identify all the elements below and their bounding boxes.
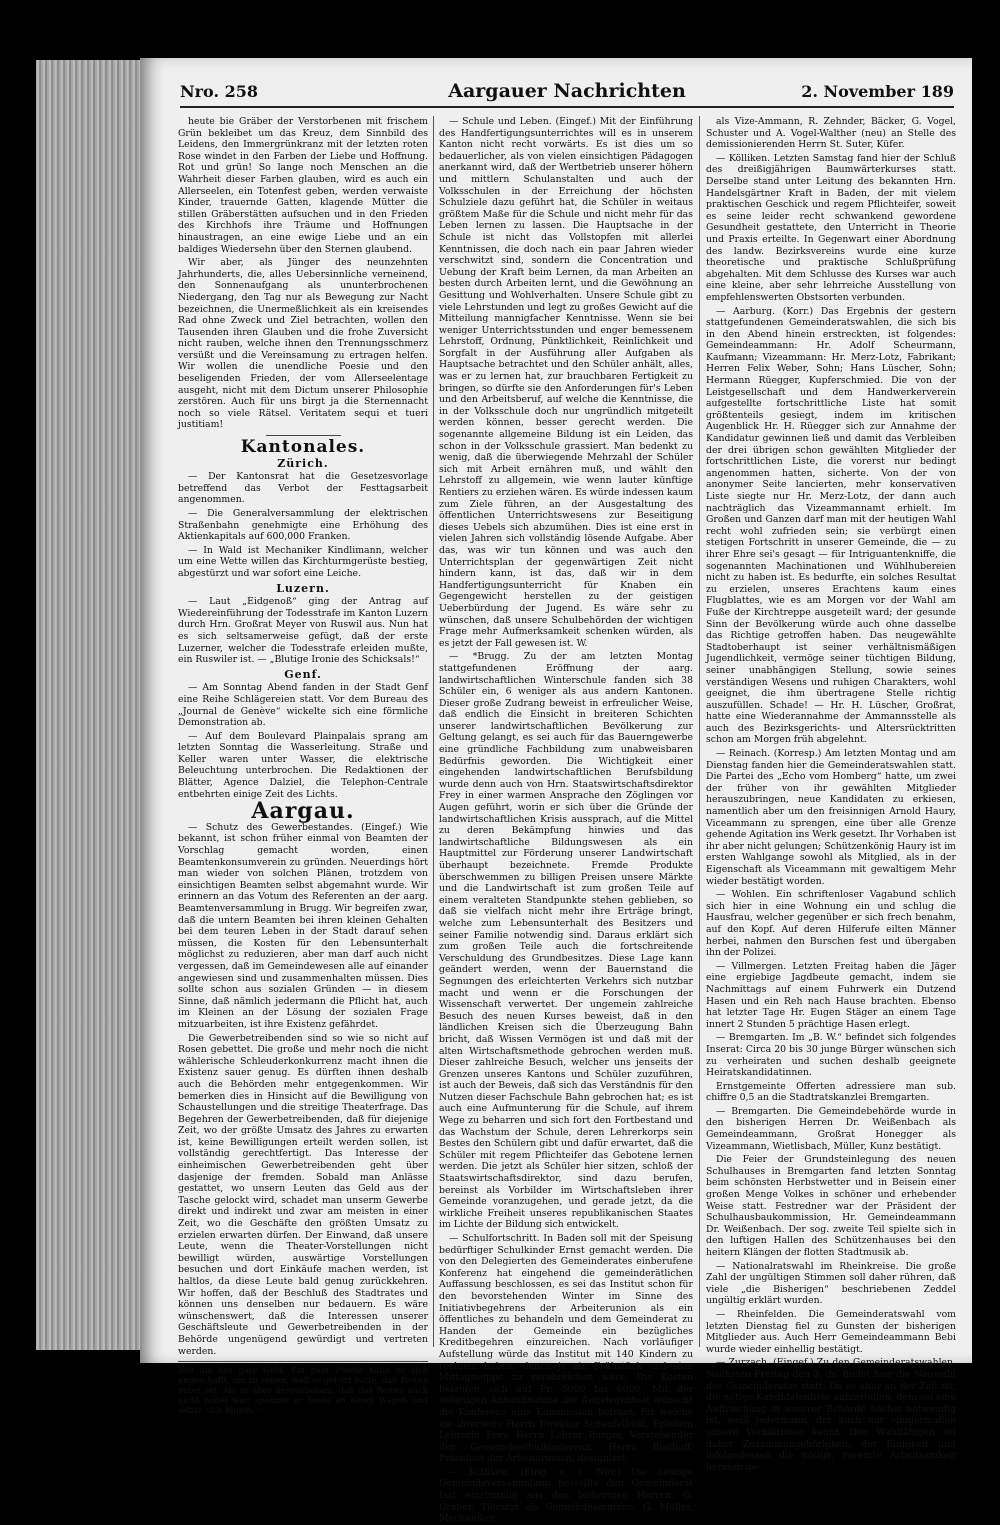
news-item: — Am Sonntag Abend fanden in der Stadt Genf eine Reihe Schlägereien statt. Vor dem Bureau des „Journal de Genève“ wickelte sich eine förmliche Demonstration ab. (178, 682, 428, 729)
news-item: — Reinach. (Korresp.) Am letzten Montag und am Dienstag fanden hier die Gemeinderatswahlen statt. Die Partei des „Echo vom Homberg“ hatte, um zwei der früher von ihr gewählten Mitglieder herauszubringen, neue Kandidaten zu erkiesen, namentlich aber um den freisinnigen Arnold Haury, Viceammann zu sprengen, eine über alle Grenze gehende Agitation ins Werk gesetzt. Ihr Vorhaben ist ihr aber nicht gelungen; Schützenkönig Haury ist im ersten Wahlgange sowohl als Mitglied, als in der Eigenschaft als Viceammann mit gewaltigem Mehr wieder bestätigt worden. (706, 748, 956, 887)
news-item: — Rheinfelden. Die Gemeinderatswahl vom letzten Dienstag fiel zu Gunsten der bisherigen Mitglieder aus. Auch Herr Gemeindeammann Bebi wurde wieder einhellig bestätigt. (706, 1308, 956, 1355)
masthead (180, 80, 954, 108)
separator (266, 435, 341, 436)
news-item: — Laut „Eidgenoß“ ging der Antrag auf Wiedereinführung der Todesstrafe im Kanton Luzern durch Hrn. Großrat Meyer von Ruswil aus. Nun hat es sich seltsamerweise gefügt, daß der erste Luzerner, welcher die Todesstrafe erleiden mußte, ein Ruswiler ist. — „Blutige Ironie des Schicksals!“ (178, 596, 429, 666)
column-2 (439, 116, 693, 1525)
column-3 (706, 116, 956, 1473)
news-item: — *Brugg. Zu der am letzten Montag stattgefundenen Eröffnung der aarg. landwirtschaftlichen Winterschule fanden sich 38 Schüler ein, 6 weniger als aus andern Kantonen. Dieser große Zudrang beweist in erfreulicher Weise, daß endlich die Einsicht in breiteren Schichten unserer landwirtschaftlichen Bevölkerung zur Geltung gelangt, es sei auch für das Bauerngewerbe eine gründliche Fachbildung zum unabweisbaren Bedürfnis geworden. Die Wichtigkeit einer eingehenden landwirtschaftlichen Berufsbildung wurde denn auch von Hrn. Staatswirtschaftsdirektor Frey in einer warmen Ansprache den Zöglingen vor Augen geführt, worin er sich über die Gründe der landwirtschaftlichen Krisis aussprach, auf die Mittel zu deren Bekämpfung hinwies und das landwirtschaftliche Bildungswesen als ein Hauptmittel zur Förderung unserer Landwirtschaft überhaupt bezeichnete. Fremde Produkte überschwemmen zu billigen Preisen unsere Märkte und die Landwirtschaft ist zum großen Teile auf einem veralteten Standpunkte stehen geblieben, so daß sie vielfach nicht mehr ihre Erträge bringt, welche zum Lebensunterhalt des Besitzers und seiner Familie notwendig sind. Daraus erklärt sich zum großen Teile auch die fortschreitende Verschuldung des Grundbesitzes. Diese Lage kann geändert werden, wenn der Bauernstand die Segnungen des erleichterten Verkehrs sich nutzbar macht und wenn er die Forschungen der Wissenschaft verwertet. Der ungemein zahlreiche Besuch des neuen Kurses beweist, daß in den ländlichen Kreisen sich die Überzeugung Bahn bricht, daß Wissen Vermögen ist und daß mit der alten Wirtschaftsmethode gebrochen werden muß. Dieser zahlreiche Besuch, welcher uns jenseits der Grenzen unseres Kantons und Schüler zuzuführen, ist auch der Beweis, daß sich das Verständnis für den Nutzen dieser Fachschule Bahn gebrochen hat; es ist auch eine Aufmunterung für die Schule, auf ihrem Wege zu beharren und sich fort den Fortbestand und das Wachstum der Schule, deren Lehrerkorps sein Bestes den Schülern gibt und dafür erwartet, daß die Schüler mit regem Pflichteifer das Gebotene lernen werden. Die jetzt als Schüler hier sitzen, schloß der Staatswirtschaftsdirektor, sind dazu berufen, bereinst als Vorbilder im Wirtschaftsleben ihrer Gemeinde voranzugehen, und gerade jetzt, da die wirkliche Freiheit unseres republikanischen Staates im Lichte der Bildung sich entwickelt. (439, 651, 693, 1231)
news-item: — Schule und Leben. (Eingef.) Mit der Einführung des Handfertigungsunterrichtes will es in unserem Kanton nicht recht vorwärts. Es ist dies um so bedauerlicher, als von vielen einsichtigen Pädagogen anerkannt wird, daß der Wertbetrieb unserer höhern und mittlern Schulanstalten und auch der Volksschulen in der Erreichung der höchsten Schulziele dazu geführt hat, die Schüler in weitaus größtem Maße für die Schule und nicht mehr für das Leben lernen zu lassen. Die Hauptsache in der Schule ist nicht das Vollstopfen mit allerlei Kenntnissen, die doch nach ein paar Jahren wieder verschwitzt sind, sondern die Concentration und Uebung der Kraft beim Lernen, da man Arbeiten an besten durch Arbeiten lernt, und die Gewöhnung an Gesittung und Wohlverhalten. Unsere Schule gibt zu viele Lehrstunden und legt zu großes Gewicht auf die Mitteilung mannigfacher Kenntnisse. Wenn sie bei weniger Unterrichtsstunden und enger bemessenem Lehrstoff, Ordnung, Pünktlichkeit, Reinlichkeit und Sorgfalt in der Ausführung aller Aufgaben als Hauptsache betrachtet und den Schüler anhält, alles, was er zu lernen hat, zur brauchbaren Fertigkeit zu bringen, so dürfte sie den Anforderungen für's Leben und den Arbeitsberuf, auf welche die Kenntnisse, die in der Volksschule doch nur ungründlich mitgeteilt werden können, besser gerecht werden. Die sogenannte allgemeine Bildung ist ein Leiden, das schon in der Volksschule grassiert. Man bedenkt zu wenig, daß die überwiegende Mehrzahl der Schüler sich mit Arbeit ernähren muß, und wählt den Lehrstoff zu allgemein, wie wenn lauter künftige Rentiers zu erziehen wären. Es würde indessen kaum zum Ziele führen, an der Ausgestaltung des öffentlichen Unterrichtswesens zur Beseitigung dieses Uebels sich abzumühen. Dies ist eine erst in vielen Jahren sich vollständig lösende Aufgabe. Aber das, was wir tun können und was auch den Unterrichtsplan der gegenwärtigen Zeit nicht hindern kann, ist das, daß wir in dem Handfertigungsunterricht für Knaben ein Gegengewicht herstellen zu der geistigen Ueberbürdung der Jugend. Es wäre sehr zu wünschen, daß unsere Schulbehörden der wichtigen Frage mehr Aufmerksamkeit schenken würden, als es jetzt der Fall gewesen ist. W. (439, 116, 693, 649)
column-divider (699, 116, 700, 1347)
news-item: — Der Kantonsrat hat die Gesetzesvorlage betreffend das Verbot der Festtagsarbeit angenommen. (178, 471, 428, 506)
news-item: Die Gewerbetreibenden sind so wie so nicht auf Rosen gebettet. Die große und mehr noch die nicht wählerische Schleuderkonkurrenz macht ihnen die Existenz sauer genug. Es dürften ihnen deshalb auch die Behörden mehr entgegenkommen. Wir bemerken dies in Hinsicht auf die Bewilligung von Schaustellungen und die streitige Theaterfrage. Das Begehren der Gewerbetreibenden, daß für diejenige Zeit, wo der größte Umsatz des Jahres zu erwarten ist, keine Bewilligungen erteilt werden sollen, ist vollständig gerechtfertigt. Das Interesse der einheimischen Gewerbetreibenden geht über dasjenige der fremden. Sobald man Anlässe gestattet, wo unsern Leuten das Geld aus der Tasche gelockt wird, schadet man unserm Gewerbe direkt und indirekt und zwar am meisten in einer Zeit, wo die Geschäfte den größten Umsatz zu erzielen erwarten dürfen. Der Einwand, daß unsere Leute, wenn die Theater-Vorstellungen nicht bewilligt würden, auswärtige Vorstellungen besuchen und dort Einkäufe machen werden, ist haltlos, da diese Leute bald genug zurückkehren. Wir hoffen, daß der Beschluß des Stadtrates und können uns denselben nur bedauern. Es wäre wünschenswert, daß die Interessen unserer Geschäftsleute und Gewerbetreibenden in der Behörde ungenügend gewürdigt und vertreten werden. (178, 1032, 428, 1357)
news-item: — Bremgarten. Die Gemeindebehörde wurde in den bisherigen Herren Dr. Weißenbach als Gemeindeammann, Großrat Honegger als Vizeammann, Wietlisbach, Müller, Kunz bestätigt. (706, 1105, 956, 1152)
subheading-luzern: Luzern. (276, 581, 330, 595)
news-item: — Zurzach. (Eingef.) Zu den Gemeinderatswahlen. Nächsten Freitag den 3. ds. findet hier die Neuwahl des Gemeinderates statt. Da es aber an der Zeit ist, die nötige Kandidatenliste aufzustellen, dem sei eine Auffrischung in unserer Behörde höchst notwendig ist, weiß jedermann, der auch nur einigermaßen unsere Verhältnisse kennt. Den Wahlfähigen sei daher Zusammengehörigkeit, der Einigkeit und infolgedessen die nötige, vereinte Arbeitsamkeit beraten ge- (706, 1357, 956, 1473)
newspaper-title: Aargauer Nachrichten (448, 80, 686, 102)
news-item: — Kölliken. Letzten Samstag fand hier der Schluß des dreißigjährigen Baumwärterkurses statt. Derselbe stand unter Leitung des bekannten Hrn. Handelsgärtner Kraft in Baden, der mit vielem praktischen Geschick und regem Pflichteifer, soweit es seine leider recht schwankend gewordene Gesundheit gestattete, den Unterricht in Theorie und Praxis erteilte. In Gegenwart einer Abordnung des landw. Bezirksvereins wurde eine kurze theoretische und praktische Schlußprüfung abgehalten. Mit dem Schlusse des Kurses war auch eine kleine, aber sehr lehrreiche Ausstellung von empfehlenswerten Obstsorten verbunden. (706, 152, 956, 303)
newspaper-page (140, 58, 972, 1525)
subheading-zuerich: Zürich. (277, 456, 329, 470)
news-item: — Villmergen. Letzten Freitag haben die Jäger eine ergiebige Jagdbeute gemacht, indem sie Nachmittags auf einem Fuhrwerk ein Dutzend Hasen und ein Reh nach Hause brachten. Ebenso hat letzter Tage Hr. Eugen Stäger an einem Tage innert 2 Stunden 5 prächtige Hasen erlegt. (706, 960, 956, 1030)
issue-date: 2. November 189 (801, 82, 954, 101)
subheading-genf: Genf. (284, 667, 322, 681)
column-1 (178, 116, 429, 1416)
issue-number: Nro. 258 (180, 82, 258, 101)
news-item: als Vize-Ammann, R. Zehnder, Bäcker, G. Vogel, Schuster und A. Vogel-Walther (neu) an Stelle des demissionierenden Herrn St. Suter, Küfer. (706, 116, 956, 151)
article-paragraph: heute bie Gräber der Verstorbenen mit frischem Grün bekleibet um das Kreuz, dem Sinnbild des Leidens, den Immergrünkranz mit der letzten roten Rose windet in den Farben der Liebe und Hoffnung. Rot und grün! So lange noch Menschen an die Wahrheit dieser Farben glauben, wird es auch ein Allerseelen, ein Totenfest geben, werden verwaiste Kinder, trauernde Gatten, klagende Mütter die stillen Gräberstätten aufsuchen und in den Frieden des Kirchhofs ihre Träume und Hoffnungen hinaustragen, an eine ewige Liebe und an ein baldiges Wiedersehn über den Sternen glaubend. (178, 116, 428, 255)
news-item: — Die Generalversammlung der elektrischen Straßenbahn genehmigte eine Erhöhung des Aktienkapitals auf 600,000 Franken. (178, 508, 428, 543)
column-divider (433, 116, 434, 1347)
news-item: Die Feier der Grundsteinlegung des neuen Schulhauses in Bremgarten fand letzten Sonntag beim schönsten Herbstwetter und in Beisein einer großen Menge Volkes in schöner und erhebender Weise statt. Festredner war der Präsident der Schulhausbaukommission, Hr. Gemeindeammann Dr. Weißenbach. Der sog. zweite Teil spielte sich in den luftigen Hallen des Schützenhauses bei den heitern Klängen der flotten Stadtmusik ab. (706, 1154, 956, 1258)
news-item: — Aarburg. (Korr.) Das Ergebnis der gestern stattgefundenen Gemeinderatswahlen, die sich bis in den Abend hinein erstreckten, ist folgendes: Gemeindeammann: Hr. Adolf Scheurmann, Kaufmann; Vizeammann: Hr. Merz-Lotz, Fabrikant; Herren Felix Weber, Sohn; Hans Lüscher, Sohn; Hermann Rüegger, Kupferschmied. Die von der Leistgesellschaft und dem Handwerkerverein aufgestellte fortschrittliche Liste hat somit größtenteils gesiegt, indem im kritischen Augenblick Hr. H. Rüegger sich zur Annahme der Kandidatur gewinnen ließ und damit das Verbleiben der drei übrigen schon gewählten Mitglieder der fortschrittlichen Liste, die vorerst nur bedingt angenommen hatten, sicherte. Von der von anonymer Seite lancierten, mehr konservativen Liste siegte nur Hr. Merz-Lotz, der dann auch nachträglich das Vizeammannamt erhielt. Im Großen und Ganzen darf man mit der heutigen Wahl recht wohl zufrieden sein; sie verbürgt einen stetigen Fortschritt in unserer Gemeinde, die — zu ihrer Ehre sei's gesagt — für Intriguantenkniffe, die sogenannten Machinationen und Wühlhubereien nicht zu haben ist. Es bedurfte, ein solches Resultat zu erzielen, unseres Erachtens kaum eines Flugblattes, wie es am Morgen vor der Wahl am Fuße der Kirchtreppe ausgeteilt ward; der gesunde Sinn der Bevölkerung würde auch ohne dasselbe das Richtige getroffen haben. Das neugewählte Stadtoberhaupt ist seiner verhältnismäßigen Jugendlichkeit, vermöge seiner tüchtigen Bildung, seiner unabhängigen Stellung, sowie seines verständigen Wesens und ruhigen Charakters, wohl geeignet, die ihm übertragene Stelle richtig auszufüllen. Schade! — Hr. H. Lüscher, Großrat, hatte eine Wiederannahme der Ammannsstelle als auch des Bezirksgerichts- und Altersrücktritten schon am Morgen früh abgelehnt. (706, 305, 956, 746)
news-item: — Wohlen. Ein schriftenloser Vagabund schlich sich hier in eine Wohnung ein und schlug die Hausfrau, welcher gegenüber er sich frech benahm, auf den Kopf. Auf deren Hilferufe eilten Männer herbei, nahmen den Burschen fest und übergaben ihn der Polizei. (706, 889, 956, 959)
news-item: — Kölliken. (Eing. v. 1. Nov.) Die heutige Gemeindeversammlung bestellte den Gemeinderat fast einstimmig aus den bisherigen Herren: G. Graber, Tierarzt als Gemeindeammann, G. Müller, Mechaniker, (439, 1466, 693, 1525)
news-item: — Bremgarten. Im „B. W.“ befindet sich folgendes Inserat: Circa 20 bis 30 junge Bürger wünschen sich zu verheiraten und suchen deshalb geeignete Heiratskandidatinnen. (706, 1032, 956, 1079)
footnote: leid um das gute Geld. Ein paar Pferde hatte er sich angeschafft, um zu reiten, weil er gehört hatte, daß Reiten nobel sei. Als er aber herausbekam, daß das Reiten auch nicht nobel war, spannte er beide an einen Wagen und setzte sich hinein. — (178, 1361, 428, 1415)
news-item: Ernstgemeinte Offerten adressiere man sub. chiffre 0,5 an die Stadtratskanzlei Bremgarten. (706, 1080, 956, 1104)
news-item: — Schulfortschritt. In Baden soll mit der Speisung bedürftiger Schulkinder Ernst gemacht werden. Die von den Delegierten des Gemeinderates einberufene Konferenz hat eingehend die gemeinderätlichen Auffassung beschlossen, es sei das Institut schon für den bevorstehenden Winter im Sinne des Initiativbegehrens der Arbeiterunion als ein öffentliches zu behandeln und dem Gemeinderat zu Handen der Gemeinde ein bezügliches Kreditbegehren einzureichen. Nach vorläufiger Aufstellung würde das Institut mit 140 Kindern zu rechnen haben, denen je ein Frühstück und eine Mittagssuppe zu verabreichen wäre. Die Kosten belaufen sich auf Fr. 5000 bis 6000. Mit der sofortigen Anhandnahme der Angelegenheit wünscht die Konferenz eine Kommission betraut, für welche sie ihrerseits Herrn Direktor Schaufelbühl, Fräulein Lehrerin Frey, Herrn Lehrer Burger, Vorstehender der Gemeindeschulkonferenz, Herrn Bischoff, Präsident der Arbeiterunion, designiert. (439, 1233, 693, 1465)
news-item: — In Wald ist Mechaniker Kindlimann, welcher um eine Wette willen das Kirchturmgerüste bestieg, abgestürzt und war sofort eine Leiche. (178, 544, 428, 579)
news-item: — Schutz des Gewerbestandes. (Eingef.) Wie bekannt, ist schon früher einmal von Beamten der Vorschlag gemacht worden, einen Beamtenkonsumverein zu gründen. Neuerdings hört man wieder von solchen Plänen, trotzdem von einsichtigen Beamten selbst abgemahnt wurde. Wir erinnern an das Votum des Referenten an der aarg. Beamtenversammlung in Brugg. Wir begreifen zwar, daß die untern Beamten bei ihren kleinen Gehalten bei dem teuren Leben in der Stadt darauf sehen müssen, die Kosten für den Lebensunterhalt möglichst zu reduzieren, aber man darf auch nicht vergessen, daß im Gemeindewesen alle auf einander angewiesen sind und zusammenhalten müssen. Dies sollte schon aus sozialen Gründen — in diesem Sinne, daß nämlich jedermann die Pflicht hat, auch im Kleinen an der Lösung der sozialen Frage mitzuarbeiten, ist ihre Existenz gefährdet. (178, 821, 428, 1030)
article-paragraph: Wir aber, als Jünger des neunzehnten Jahrhunderts, die, alles Uebersinnliche verneinend, den Sonnenaufgang als ununterbrochenen Niedergang, den Tag nur als Bewegung zur Nacht bezeichnen, die Unermeßlichkeit als ein kreisendes Rad ohne Zweck und Ziel betrachten, wollen den Tausenden ihren Glauben und die frohe Zuversicht nicht rauben, welche ihnen den Trennungsschmerz versüßt und die Vereinsamung zu ertragen helfen. Wir wollen die unendliche Poesie und den beseligenden Frieden, der vom Allerseelentage ausgeht, nicht mit dem Dictum unserer Philosophie zerstören. Auch für uns birgt ja die Sternennacht noch so viele Rätsel. Veritatem sequi et tueri justitiam! (178, 257, 428, 431)
news-item: — Auf dem Boulevard Plainpalais sprang am letzten Sonntag die Wasserleitung. Straße und Keller waren unter Wasser, die elektrische Beleuchtung unterbrochen. Die Redaktionen der Blätter, Agence Dalziel, die Telephon-Centrale entbehrten einige Zeit des Lichts. (178, 730, 428, 800)
section-heading-kantonales: Kantonales. (240, 437, 366, 458)
news-item: — Nationalratswahl im Rheinkreise. Die große Zahl der ungültigen Stimmen soll daher rühren, daß viele „die Bisherigen“ beschriebenen Zeddel ungültig erklärt wurden. (706, 1260, 956, 1307)
section-heading-aargau: Aargau. (251, 798, 355, 825)
